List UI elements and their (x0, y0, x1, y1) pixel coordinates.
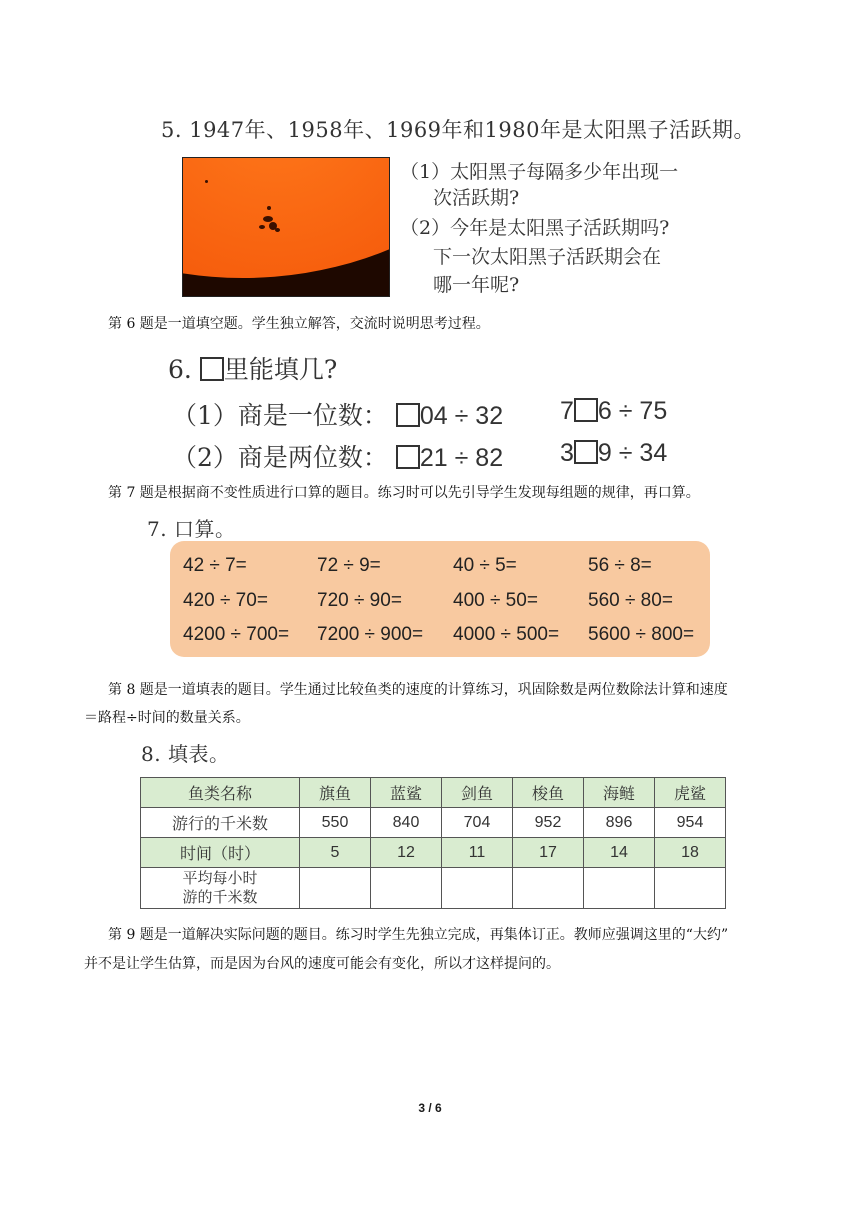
q6-row2-a: 21 ÷ 82 (419, 444, 504, 472)
calc-item: 72 ÷ 9= (317, 555, 381, 576)
q5-sub2-line3: 哪一年呢? (433, 274, 520, 296)
fish-speed-table (140, 777, 726, 909)
blank-box (200, 357, 224, 381)
table-cell: 11 (442, 838, 513, 868)
answer-cell (442, 868, 513, 909)
oral-calc-panel (170, 541, 710, 657)
q6-row1-label: （1）商是一位数： (172, 401, 388, 430)
page-number: 3 / 6 (418, 1101, 442, 1115)
q5-sub1-line1: （1）太阳黑子每隔多少年出现一 (400, 161, 679, 183)
q5-title: 5. 1947年、1958年、1969年和1980年是太阳黑子活跃期。 (161, 118, 755, 142)
q5-sub2-line2: 下一次太阳黑子活跃期会在 (433, 246, 662, 268)
blank-box (396, 445, 420, 469)
table-cell: 游行的千米数 (141, 808, 300, 838)
blank-box (574, 440, 598, 464)
answer-cell (513, 868, 584, 909)
q5-sub2-line1: （2）今年是太阳黑子活跃期吗? (400, 217, 670, 239)
answer-cell (300, 868, 371, 909)
q6-row2-b-post: 9 ÷ 34 (597, 439, 668, 467)
note-q9-line2: 并不是让学生估算，而是因为台风的速度可能会有变化，所以才这样提问的。 (84, 956, 560, 972)
table-cell (141, 868, 300, 909)
table-cell: 704 (442, 808, 513, 838)
q6-row1 (172, 396, 503, 432)
q6-title-text: 里能填几? (223, 355, 338, 384)
table-cell: 虎鲨 (655, 778, 726, 808)
table-row (141, 808, 726, 838)
table-header-row (141, 778, 726, 808)
q6-row1-b-post: 6 ÷ 75 (597, 397, 668, 425)
calc-item: 40 ÷ 5= (453, 555, 517, 576)
note-q8-line2: ＝路程÷时间的数量关系。 (84, 710, 250, 726)
q6-row1-b (560, 396, 667, 426)
q7-title: 7. 口算。 (147, 517, 236, 541)
calc-item: 5600 ÷ 800= (588, 624, 695, 645)
table-cell: 952 (513, 808, 584, 838)
table-cell: 梭鱼 (513, 778, 584, 808)
table-cell: 896 (584, 808, 655, 838)
table-cell: 旗鱼 (300, 778, 371, 808)
q6-row1-a: 04 ÷ 32 (419, 402, 504, 430)
calc-item: 56 ÷ 8= (588, 555, 652, 576)
table-cell: 550 (300, 808, 371, 838)
q6-row1-b-pre: 7 (560, 397, 574, 425)
calc-item: 42 ÷ 7= (183, 555, 247, 576)
calc-item: 720 ÷ 90= (317, 590, 402, 611)
table-cell: 954 (655, 808, 726, 838)
table-cell: 12 (371, 838, 442, 868)
table-cell: 剑鱼 (442, 778, 513, 808)
calc-item: 7200 ÷ 900= (317, 624, 424, 645)
q6-row2-b-pre: 3 (560, 439, 574, 467)
table-cell: 840 (371, 808, 442, 838)
q6-row2-b (560, 438, 667, 468)
calc-item: 4000 ÷ 500= (453, 624, 560, 645)
note-q8-line1: 第 8 题是一道填表的题目。学生通过比较鱼类的速度的计算练习，巩固除数是两位数除法计算和速度 (108, 682, 728, 698)
q6-row2-label: （2）商是两位数： (172, 443, 388, 472)
speed-label-line2: 游的千米数 (182, 888, 258, 906)
table-cell: 海鲢 (584, 778, 655, 808)
calc-item: 420 ÷ 70= (183, 590, 268, 611)
table-cell: 5 (300, 838, 371, 868)
blank-box (574, 398, 598, 422)
q5-sub1-line2: 次活跃期? (433, 187, 520, 209)
table-cell: 17 (513, 838, 584, 868)
sunspot-photo (182, 157, 390, 297)
note-q9-line1: 第 9 题是一道解决实际问题的题目。练习时学生先独立完成，再集体订正。教师应强调这里的“大约” (108, 927, 729, 943)
table-row (141, 868, 726, 909)
q8-title: 8. 填表。 (141, 742, 230, 766)
table-cell: 14 (584, 838, 655, 868)
table-cell: 18 (655, 838, 726, 868)
calc-item: 4200 ÷ 700= (183, 624, 290, 645)
answer-cell (584, 868, 655, 909)
blank-box (396, 403, 420, 427)
note-q6: 第 6 题是一道填空题。学生独立解答，交流时说明思考过程。 (108, 316, 490, 332)
table-cell: 蓝鲨 (371, 778, 442, 808)
q6-number: 6. (168, 355, 192, 384)
table-cell: 鱼类名称 (141, 778, 300, 808)
q6-title (168, 350, 337, 386)
answer-cell (371, 868, 442, 909)
answer-cell (655, 868, 726, 909)
note-q7: 第 7 题是根据商不变性质进行口算的题目。练习时可以先引导学生发现每组题的规律，再口算。 (108, 485, 700, 501)
q6-row2 (172, 438, 503, 474)
calc-item: 400 ÷ 50= (453, 590, 538, 611)
speed-label-line1: 平均每小时 (182, 869, 258, 887)
table-cell: 时间（时） (141, 838, 300, 868)
table-row (141, 838, 726, 868)
calc-item: 560 ÷ 80= (588, 590, 673, 611)
